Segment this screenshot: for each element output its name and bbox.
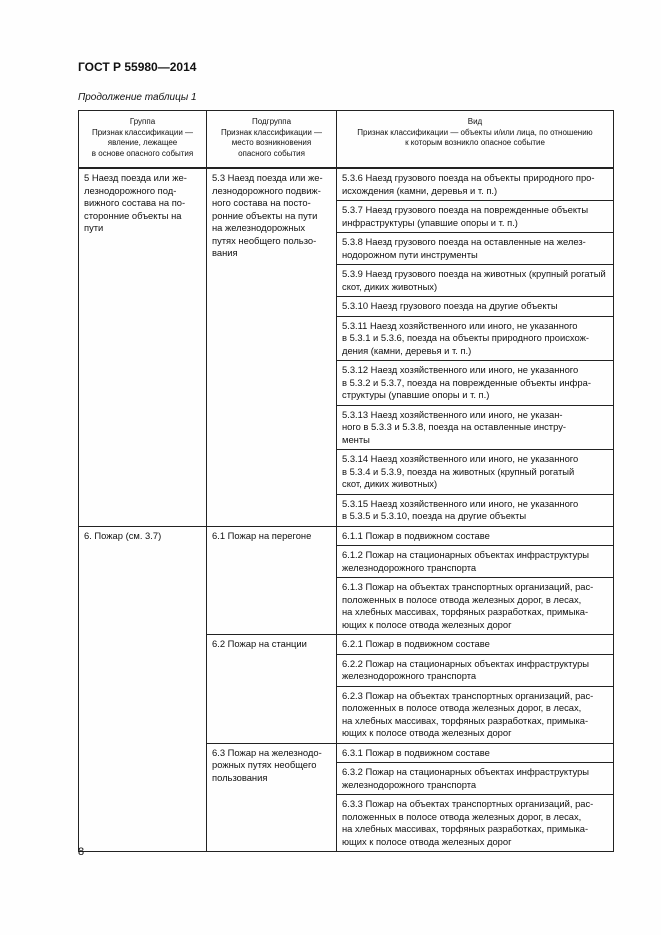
- group-cell: 6. Пожар (см. 3.7): [79, 526, 207, 852]
- column-header-group: Группа Признак классификации — явление, лежащее в основе опасного события: [79, 111, 207, 169]
- table-header-row: [79, 111, 614, 169]
- type-cell: 6.2.2 Пожар на стационарных объектах инфраструктуры железнодорожного транспорта: [337, 654, 614, 686]
- type-cell: 6.1.2 Пожар на стационарных объектах инфраструктуры железнодорожного транспорта: [337, 546, 614, 578]
- type-cell: 5.3.10 Наезд грузового поезда на другие объекты: [337, 297, 614, 317]
- column-header-type: Вид Признак классификации — объекты и/или лица, по отношению к которым возникло опасное событие: [337, 111, 614, 169]
- type-cell: 5.3.8 Наезд грузового поезда на оставленные на желез- нодорожном пути инструменты: [337, 233, 614, 265]
- table-row: [79, 526, 614, 546]
- table-body: [79, 168, 614, 852]
- type-cell: 6.3.3 Пожар на объектах транспортных организаций, рас- положенных в полосе отвода железных дорог, в лесах, на хлебных массивах, торфяных разработках, примыка- ющих к полосе отвода железных дорог: [337, 795, 614, 852]
- type-cell: 5.3.9 Наезд грузового поезда на животных (крупный рогатый скот, диких животных): [337, 265, 614, 297]
- type-cell: 6.3.1 Пожар в подвижном составе: [337, 743, 614, 763]
- subgroup-cell: 6.1 Пожар на перегоне: [207, 526, 337, 635]
- type-cell: 5.3.6 Наезд грузового поезда на объекты природного про- исхождения (камни, деревья и т. п.): [337, 168, 614, 201]
- type-cell: 5.3.13 Наезд хозяйственного или иного, не указан- ного в 5.3.3 и 5.3.8, поезда на оставленные инстру- менты: [337, 405, 614, 450]
- type-cell: 6.2.1 Пожар в подвижном составе: [337, 635, 614, 655]
- type-cell: 5.3.15 Наезд хозяйственного или иного, не указанного в 5.3.5 и 5.3.10, поезда на другие объекты: [337, 494, 614, 526]
- type-cell: 6.3.2 Пожар на стационарных объектах инфраструктуры железнодорожного транспорта: [337, 763, 614, 795]
- subgroup-cell: 5.3 Наезд поезда или же- лезнодорожного подвиж- ного состава на посто- ронние объекты на пути на железнодорожных путях необщего пользо- вания: [207, 168, 337, 526]
- table-continuation-caption: Продолжение таблицы 1: [78, 92, 197, 103]
- type-cell: 5.3.7 Наезд грузового поезда на поврежденные объекты инфраструктуры (упавшие опоры и т. п.): [337, 201, 614, 233]
- type-cell: 5.3.11 Наезд хозяйственного или иного, не указанного в 5.3.1 и 5.3.6, поезда на объекты природного происхож- дения (камни, деревья и т. п.): [337, 316, 614, 361]
- type-cell: 5.3.14 Наезд хозяйственного или иного, не указанного в 5.3.4 и 5.3.9, поезда на животных (крупный рогатый скот, диких животных): [337, 450, 614, 495]
- type-cell: 6.2.3 Пожар на объектах транспортных организаций, рас- положенных в полосе отвода железных дорог, в лесах, на хлебных массивах, торфяных разработках, примыка- ющих к полосе отвода железных дорог: [337, 686, 614, 743]
- document-title: ГОСТ Р 55980—2014: [78, 60, 197, 74]
- subgroup-cell: 6.3 Пожар на железнодо- рожных путях необщего пользования: [207, 743, 337, 852]
- classification-table: [78, 110, 614, 852]
- column-header-subgroup: Подгруппа Признак классификации — место возникновения опасного события: [207, 111, 337, 169]
- page-number: 8: [78, 846, 85, 858]
- group-cell: 5 Наезд поезда или же- лезнодорожного под- вижного состава на по- сторонние объекты на пути: [79, 168, 207, 526]
- type-cell: 5.3.12 Наезд хозяйственного или иного, не указанного в 5.3.2 и 5.3.7, поезда на поврежденные объекты инфра- структуры (упавшие опоры и т. п.): [337, 361, 614, 406]
- type-cell: 6.1.3 Пожар на объектах транспортных организаций, рас- положенных в полосе отвода железных дорог, в лесах, на хлебных массивах, торфяных разработках, примыка- ющих к полосе отвода железных дорог: [337, 578, 614, 635]
- table-row: [79, 168, 614, 201]
- subgroup-cell: 6.2 Пожар на станции: [207, 635, 337, 744]
- type-cell: 6.1.1 Пожар в подвижном составе: [337, 526, 614, 546]
